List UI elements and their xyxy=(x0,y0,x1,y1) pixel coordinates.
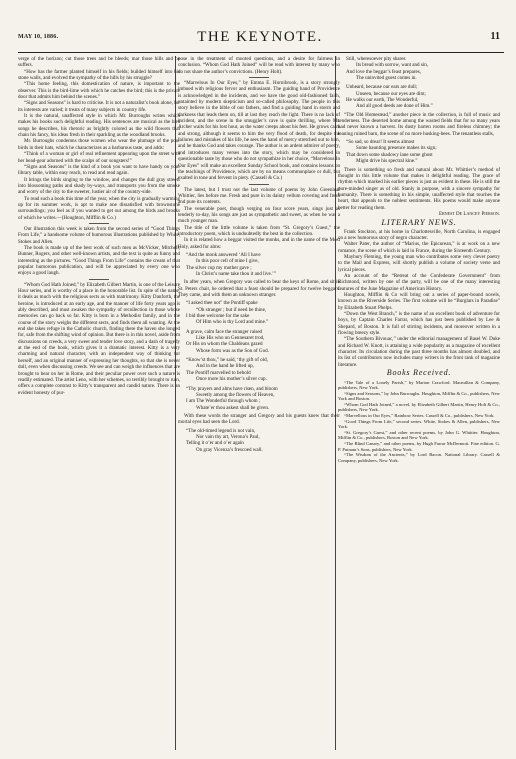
verse-line: On gray Vicenza’s frescoed wall. xyxy=(196,446,263,453)
paragraph: The title of the little volume is taken from “St. Gregory’s Guest,” the introductory poem, which is undoubtedly the best in the collection. xyxy=(178,224,340,237)
verse-line: “Oh stranger ; but if need be thine, xyxy=(196,306,267,313)
books-received-heading: Books Received. xyxy=(386,368,452,378)
separator xyxy=(89,223,109,224)
verse-block xyxy=(338,139,500,164)
verse-line: Still, wheresoever pity shares xyxy=(346,56,406,62)
book-entry: “Whom God Hath Joined,” a novel, by Elizabeth Gilbert Martin, Henry Holt & Co., publishers, New York. xyxy=(338,401,500,413)
news-item: Houghton, Mifflin & Co will bring out a series of paper-bound novels, known as the Riverside Series. The first volume will be “Burglars in Paradise” by Elizabeth Stuart Phelps. xyxy=(338,292,500,311)
verse-block xyxy=(338,56,500,110)
verse-line: Like His who on Gennesaret trod, xyxy=(196,335,265,342)
verse-line: Sweetly among the flowers of Heaven, xyxy=(196,391,275,398)
verse-line: Of Him who is thy Lord and mine.” xyxy=(196,319,269,326)
verse-block xyxy=(178,428,340,453)
paragraph: verge of the horizon; cut those trees and be bleeds; mar those hills and he suffers. xyxy=(18,56,180,69)
verse-line: And in the hand he lifted up, xyxy=(196,363,254,370)
verse-line: Unheard, because our ears are dull; xyxy=(346,84,418,91)
paragraph: “This home feeling, this domestication of nature, is important to the observer. This is the bird-lime with which he catches the bird; this is the private door that admits him behind the scenes.” xyxy=(18,81,180,101)
verse-line: “And the monk answered ‘All I have xyxy=(186,251,261,258)
author-signature: Ernest De Lancey Pierson. xyxy=(439,210,500,217)
news-item: “The Southern Bivouac,” under the editorial management of Basel W. Duke and Richard W. Knott, is attaining a wide popularity as a magazine of excellent character. Its circulation during the past three months has almost doubled, and its list of contributors now includes many writers in the front rank of magazine literature. xyxy=(338,336,500,368)
book-entry: “Good Things From Life,” second series. White, Stokes & Allen, publishers, New York. xyxy=(338,418,500,430)
verse-line: He walks our earth, The Wonderful, xyxy=(346,97,419,104)
news-item: An account of the “Retreat of the Confederate Government” from Richmond, written by one of the party, will be one of the many interesting features of the June Magazine of American History. xyxy=(338,273,500,292)
news-item: Maybury Fleming, the young man who contributes some very clever poetry to the Mail and Express, will shortly publish a volume of society verse and lyrical pieces. xyxy=(338,253,500,273)
book-entry: “The Wisdom of the Ancients,” by Lord Bacon. National Library. Cassell & Company, publishers, New York. xyxy=(338,452,500,463)
paragraph: The book is made up of the best work of such men as McVicker, Mitchell, Bunner, Rogers, and other well-known artists, and the text is quite as funny and interesting as the pictures. “Good Things From Life” contains the cream of that popular humorous publication, and will be appreciated by every one who enjoys a good laugh. xyxy=(18,244,180,277)
separator xyxy=(249,77,269,78)
page-title: THE KEYNOTE. xyxy=(197,29,323,45)
verse-line: Nor vain thy art, Verona’s Paul, xyxy=(196,433,260,440)
verse-block xyxy=(178,300,340,411)
verse-line: “So sad, so drear! It seems almost xyxy=(346,139,415,146)
verse-line: In Christ’s name take thou it and live.’” xyxy=(196,271,276,277)
verse-line: I bid thee welcome for the sake xyxy=(186,313,250,320)
column-3 xyxy=(338,56,500,463)
verse-line: Might drive his spectral kine.” xyxy=(356,158,418,165)
news-item: Frank Stockton, at his home in Charlottesville, North Carolina, is engaged on a new humorous story of negro character. xyxy=(338,228,500,241)
paragraph: The latest, but I trust not the last volume of poems by John Greenleaf Whittier, lies before me. Fresh and pure in its dainty vellum covering and fresh and pure its contents. xyxy=(178,186,340,206)
header-rule xyxy=(18,52,504,53)
verse-line: Its bread with sorrow, want and sin, xyxy=(356,62,428,69)
verse-line: Or His on whom the Chaldeans gazed xyxy=(186,341,263,348)
paragraph: There is something so fresh and natural about Mr. Whittier’s method of thought in this little volume that makes it delightful reading. The grace of rhythm which marked his earlier pieces is just as evident in these. He is still the pure-minded singer as of old. Stanly in purpose, with a sincere sympathy for humanity. There is something in his simple, unaffected style that touches the heart, that appeals to the noblest sentiments. His poems would make anyone better for reading them. xyxy=(338,166,500,211)
paragraph: The venerable poet, though verging on four score years, sings just as tenderly to-day, his songs are just as sympathetic and sweet, as when he was a much younger man. xyxy=(178,205,340,225)
book-entry: “Signs and Seasons,” by John Burroughs. Houghton, Mifflin & Co., publishers, New York and Boston. xyxy=(338,390,500,402)
paragraph: “Think of a woman or girl of real refinement appearing upon the street with her head-gear adorned with the scalps of our songsters!” xyxy=(18,151,180,164)
issue-date: MAY 10, 1886. xyxy=(18,34,59,40)
paragraph: Our illustration this week is taken from the second series of “Good Things From Life,” a handsome volume of humorous illustrations published by White, Stokes and Allen. xyxy=(18,225,180,245)
column-1 xyxy=(18,56,180,396)
news-item: Walter Pater, the author of “Marius, the Epicurean,” is at work on a new romance, the scene of which is laid in France, during the Sixteenth Century. xyxy=(338,241,500,254)
paragraph: It brings the birds singing to the window, and changes the dull gray streets into blossoming paths and shady by-ways, and transports you from the smoke and worry of the city to the sweeter, lustier air of the country-side. xyxy=(18,176,180,196)
verse-line: And love the beggar’s feast prepares, xyxy=(346,68,422,75)
verse-line: The silver cup my mother gave ; xyxy=(186,264,252,271)
paragraph: “Signs and Seasons” is the kind of a book you want to have handy on your library table, within easy reach, to read and read again. xyxy=(18,163,180,177)
separator xyxy=(249,184,269,185)
paragraph: “Marvelous In Our Eyes,” by Emma E. Hornibrook, is a story strongly imbued with religious fervor and enthusiasm. The guiding hand of Providence is acknowledged in the incidents, and we have the good old-fashioned faith, untainted by modern skepticism and so-called philosophy. The people in this story believe in the bible of our fathers, and find a guiding hand in storm and darkness that leads them on, till at last they reach the light. There is no lack of incident, and the scene in the smuggler’s cave is quite thrilling, where Mr. Archer waits for his lost hour, as the water creeps about his feet. He grows calm and strong, although it seems to him the very flood of death, for despite the failures and mistakes of his life, he sees the hand of mercy stretched out to him, and he thanks God and takes courage. The author is an ardent admirer of poetry, and introduces many verses into the story, which may be considered in questionable taste by those who do not sympathize in her choice, “Marvelous In Our Eyes” will make an excellent Sunday School book, and contains lessons on the teachings of Providence, which are by no means commonplace or dull, but exalted in tone and fervent in piety. (Cassell & Co.) xyxy=(178,80,340,182)
paragraph: It is the natural, unaffected style in which Mr. Burroughs writes which makes his books such delightful reading. His sentences are musical as the bird songs he describes, his rhetoric as brightly colored as the wild flowers that chain his fancy, his ideas fresh in their sparkling as the woodland brooks. xyxy=(18,113,180,139)
verse-line: “Know’st thou,” he said, ‘thy gift of old, xyxy=(186,357,268,364)
paragraph: In it is related how a beggar visited the monks, and in the name of the Most Holy, asked for alms: xyxy=(178,237,340,250)
book-entry: “Marvellous in Our Eyes,” Rainbow Series. Cassell & Co., publishers, New York. xyxy=(344,413,495,419)
verse-line: The uninvited guest comes in. xyxy=(356,75,417,82)
book-entry: “The Blind Canary,” and other poems, by Hugh Farrar McDermott. Fine edition. G. P. Putnam’s Sons, publishers, New York. xyxy=(338,441,500,452)
paragraph: With these words the stranger and Gregory and his guests knew that their mortal eyes had seen the Lord. xyxy=(178,412,340,426)
verse-line: Whose form was as the Son of God. xyxy=(196,347,269,354)
column-2 xyxy=(178,56,340,455)
paragraph: pose in the treatment of mooted questions, and a desire for fairness in conclusion. “Whom God Hath Joined” will be read with interest by many who do not share the author’s convictions. (Henry Holt). xyxy=(178,56,340,75)
masthead xyxy=(18,30,502,52)
verse-line: The Pontiff marvelled to behold xyxy=(186,369,251,376)
book-entry: “The Tale of a Lonely Parish,” by Marion Crawford. Macmillan & Company, publishers, New York. xyxy=(338,379,500,391)
verse-line: That down some shadowy lane some ghost xyxy=(346,151,433,158)
paragraph: In after years, when Gregory was called to bear the keys of Rome, and sit in St. Peters chair, he ordered that a feast should be prepared for twelve beggars. They came, and with them an unknown stranger. xyxy=(178,279,340,299)
paragraph: “The Old Homestead,” another piece in the collection, is full of music and tenderness. The deserted home among the wasted fields that for so many years had never known a harvest. Its dusty barren rooms and fireless chimney; the leaning ruined barn, the scene of no more husking-bees. The tenantless stalls, xyxy=(338,111,500,137)
verse-line: “I asked thee not” the Pontiff spake xyxy=(186,300,258,307)
paragraph: “How has the farmer planted himself in his fields; builded himself into his stone walls, and evolved the sympathy of the hills by his struggle? xyxy=(18,68,180,82)
verse-line: Unseen, because our eyes are dim; xyxy=(356,90,426,97)
verse-line: Some haunting presence makes its sign; xyxy=(356,145,437,152)
verse-line: “Thy prayers and alms have risen, and bloom xyxy=(186,385,278,392)
verse-line: And all good deeds are done of Him.” xyxy=(356,103,433,110)
verse-line: I am The Wonderful through whom ; xyxy=(186,398,261,405)
literary-news-heading: LITERARY NEWS. xyxy=(381,217,457,228)
verse-line: A grave, calm face the stranger raised xyxy=(186,328,263,335)
page-number: 11 xyxy=(490,31,500,42)
verse-line: “The old-timed legend is not vain, xyxy=(186,427,256,434)
news-item: “Down the West Branch,” is the name of an excellent book of adventure for boys, by Captain Charles Farrar, which has just been published by Lee & Shepard, of Boston. It is full of stirring incidents, and moreover written in a flowing breezy style. xyxy=(338,311,500,337)
verse-line: In this poor cell of mine I give, xyxy=(196,258,259,265)
verse-block xyxy=(178,252,340,277)
verse-line: Whate’er thou askest shall be given. xyxy=(196,404,270,411)
verse-line: Telling it o’er and o’er again xyxy=(186,440,244,447)
verse-line: Once more his mother’s silver cup. xyxy=(196,376,267,383)
paragraph: To read such a book this time of the year, when the city is gradually warming up for its summer work, is apt to make one dissatisfied with brownstone surroundings; you feel as if you wanted to get out among the birds and brooks of which he writes.—(Houghton, Mifflin & Co.) xyxy=(18,195,180,221)
paragraph: “Whom God Hath Joined,” by Elizabeth Gilbert Martin, is one of the Leisure Hour series, and is worthy of a place in the honorable list. In spite of the name, it deals as much with the religious sects as with matrimony. Kitty Danforth, the heroine, is introduced at an early age, and the manner of life forty years ago is ably described, and must awaken the sympathy of recollection in those whose memories can go back so far. Kitty is born in a Methodist family, and in the course of the story weighs the different sects, and finds them all wanting. At the end she takes refuge in the Catholic church, finding there the haven she longed for, safe from the shifting wind of opinion. But there is in this novel, aside from discussions on creeds, a very sweet and tender love story, and a dash of tragedy at the end of the book, which gives it a dramatic interest. Kitty is a very charming and natural character, with an independent way of thinking for herself, and an original manner of expressing her thoughts, so that she is never dull, even when discussing creeds. We see and can weigh the influences that are brought to bear on her in Rome, and their peculiar power over such a nature is readily estimated. The artist Leno, with her schemes, so terribly brought to ruin, offers a complete contrast to Kitty’s transparent and candid nature. There is an evident honesty of pur- xyxy=(18,281,180,396)
books-list xyxy=(338,380,500,464)
separator xyxy=(89,279,109,280)
paragraph: “Signs and Seasons” is hard to criticise. It is not a naturalist’s book alone, for its interests are varied; it treats of many subjects in country life. xyxy=(18,100,180,113)
book-entry: “St. Gregory’s Guest,” and other recent poems, by John G. Whittier. Houghton, Mifflin & Co., publishers, Boston and New York. xyxy=(338,429,500,441)
paragraph: Mr. Burroughs condemns those women who wear the plumage of the poor birds in their hats, which he characterizes as a barbarous taste, and adds: xyxy=(18,138,180,151)
